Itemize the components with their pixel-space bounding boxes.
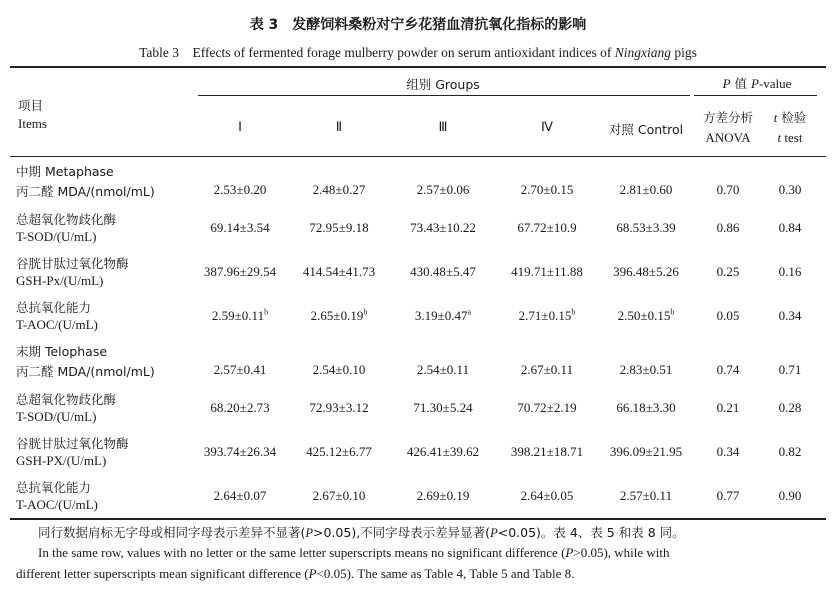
table-cell: 0.77 <box>716 488 740 503</box>
group-label-control: 对照 Control <box>608 122 684 137</box>
table-cell: 0.16 <box>778 264 802 279</box>
table-cell: 72.93±3.12 <box>309 400 369 415</box>
title-en-prefix: Table 3 Effects of fermented forage mulberry powder on serum antioxidant indices of <box>139 45 615 60</box>
table-cell: 0.28 <box>778 400 802 415</box>
table-cell: 2.67±0.11 <box>520 362 574 377</box>
row-label: 总抗氧化能力 <box>16 480 92 495</box>
row-label: 总超氧化物歧化酶 <box>16 392 117 407</box>
table-cell: 0.82 <box>778 444 802 459</box>
significance-letter: b <box>363 307 368 317</box>
table-cell: 2.81±0.60 <box>619 182 673 197</box>
group-label-1: Ⅰ <box>238 119 242 134</box>
footnote-en-line1: In the same row, values with no letter or the same letter superscripts means no significant difference (P>0.05), while with <box>38 545 670 560</box>
table-cell: 2.67±0.10 <box>312 488 366 503</box>
anova-header-en: ANOVA <box>705 130 751 145</box>
row-label-unit: T-AOC/(U/mL) <box>16 497 98 512</box>
row-label: 谷胱甘肽过氧化物酶 <box>16 256 129 271</box>
section-metaphase: 中期 Metaphase <box>16 164 114 179</box>
groups-header: 组别 Groups <box>406 77 480 92</box>
table-cell: 387.96±29.54 <box>203 264 277 279</box>
footnote-en-line2: different letter superscripts mean significant difference (P<0.05). The same as Table 4, Table 5 and Table 8. <box>16 566 575 581</box>
table-cell: 2.54±0.11 <box>416 362 470 377</box>
table-cell: 68.20±2.73 <box>210 400 270 415</box>
table-cell: 2.59±0.11$^b$ <box>211 307 269 323</box>
significance-letter: a <box>467 307 472 317</box>
row-label: 谷胱甘肽过氧化物酶 <box>16 436 129 451</box>
row-label: 丙二醛 MDA/(nmol/mL) <box>16 364 155 379</box>
groups-underline <box>198 95 690 96</box>
title-en-suffix: pigs <box>671 45 697 60</box>
ttest-header-cn: t 检验 <box>773 110 807 125</box>
table-cell: 396.48±5.26 <box>613 264 679 279</box>
row-label-unit: T-SOD/(U/mL) <box>16 229 97 244</box>
table-cell: 419.71±11.88 <box>511 264 583 279</box>
table-cell: 2.64±0.05 <box>520 488 574 503</box>
title-en-italic: Ningxiang <box>614 45 671 60</box>
table-cell: 3.19±0.47$^a$ <box>414 307 472 323</box>
significance-letter: b <box>670 307 675 317</box>
row-label-unit: T-SOD/(U/mL) <box>16 409 97 424</box>
table-cell: 2.70±0.15 <box>520 182 574 197</box>
table-cell: 70.72±2.19 <box>517 400 577 415</box>
anova-header-cn: 方差分析 <box>702 110 754 125</box>
group-label-4: Ⅳ <box>541 119 553 134</box>
ttest-header-en: t test <box>777 130 803 145</box>
items-header-en: Items <box>18 116 47 131</box>
table-cell: 2.57±0.41 <box>213 362 267 377</box>
footnote-cn: 同行数据肩标无字母或相同字母表示差异不显著(P>0.05),不同字母表示差异显著(P<0.05)。表 4、表 5 和表 8 同。 <box>38 525 685 540</box>
bottom-rule <box>10 518 826 520</box>
table-cell: 71.30±5.24 <box>413 400 473 415</box>
row-label: 总抗氧化能力 <box>16 300 92 315</box>
table-title-en <box>0 41 836 61</box>
table-cell: 0.86 <box>716 220 740 235</box>
table-cell: 398.21±18.71 <box>510 444 584 459</box>
table-cell: 2.64±0.07 <box>213 488 267 503</box>
row-label: 总超氧化物歧化酶 <box>16 212 117 227</box>
group-label-2: Ⅱ <box>335 119 343 134</box>
table-cell: 2.71±0.15$^b$ <box>518 307 576 323</box>
row-label-unit: T-AOC/(U/mL) <box>16 317 98 332</box>
table-cell: 0.05 <box>716 308 740 323</box>
table-cell: 0.71 <box>778 362 802 377</box>
row-label-unit: GSH-PX/(U/mL) <box>16 453 107 468</box>
pvalue-header: P 值 P-value <box>722 76 792 91</box>
table-cell: 69.14±3.54 <box>210 220 270 235</box>
table-cell: 430.48±5.47 <box>410 264 476 279</box>
table-cell: 414.54±41.73 <box>302 264 376 279</box>
table-cell: 0.74 <box>716 362 740 377</box>
table-cell: 0.25 <box>716 264 740 279</box>
table-cell: 0.70 <box>716 182 740 197</box>
row-label: 丙二醛 MDA/(nmol/mL) <box>16 184 155 199</box>
items-header-cn: 项目 <box>18 98 44 113</box>
table-title-cn: 表 3 发酵饲料桑粉对宁乡花猪血清抗氧化指标的影响 <box>249 17 587 33</box>
significance-letter: b <box>264 307 269 317</box>
table-cell: 2.69±0.19 <box>416 488 470 503</box>
significance-letter: b <box>571 307 576 317</box>
table-cell: 2.53±0.20 <box>213 182 267 197</box>
header-bottom-rule <box>10 156 826 157</box>
table-cell: 0.30 <box>778 182 802 197</box>
table-cell: 2.65±0.19$^b$ <box>310 307 368 323</box>
top-rule <box>10 66 826 68</box>
table-cell: 0.84 <box>778 220 802 235</box>
table-cell: 73.43±10.22 <box>410 220 476 235</box>
table-cell: 67.72±10.9 <box>517 220 577 235</box>
table-cell: 68.53±3.39 <box>616 220 676 235</box>
table-cell: 2.83±0.51 <box>619 362 673 377</box>
table-cell: 425.12±6.77 <box>306 444 372 459</box>
table-cell: 396.09±21.95 <box>609 444 683 459</box>
table-cell: 2.54±0.10 <box>312 362 366 377</box>
table-cell: 72.95±9.18 <box>309 220 369 235</box>
pvalue-underline <box>694 95 817 96</box>
table-cell: 2.57±0.06 <box>416 182 470 197</box>
table-cell: 2.48±0.27 <box>312 182 366 197</box>
table-cell: 0.90 <box>778 488 802 503</box>
table-cell: 0.34 <box>716 444 740 459</box>
table-cell: 0.34 <box>778 308 802 323</box>
table-cell: 2.50±0.15$^b$ <box>617 307 675 323</box>
table-cell: 2.57±0.11 <box>619 488 673 503</box>
group-label-3: Ⅲ <box>438 119 448 134</box>
table-cell: 426.41±39.62 <box>406 444 480 459</box>
table-cell: 0.21 <box>716 400 740 415</box>
table-cell: 393.74±26.34 <box>203 444 277 459</box>
table-cell: 66.18±3.30 <box>616 400 676 415</box>
row-label-unit: GSH-Px/(U/mL) <box>16 273 104 288</box>
section-telophase: 末期 Telophase <box>16 344 108 359</box>
